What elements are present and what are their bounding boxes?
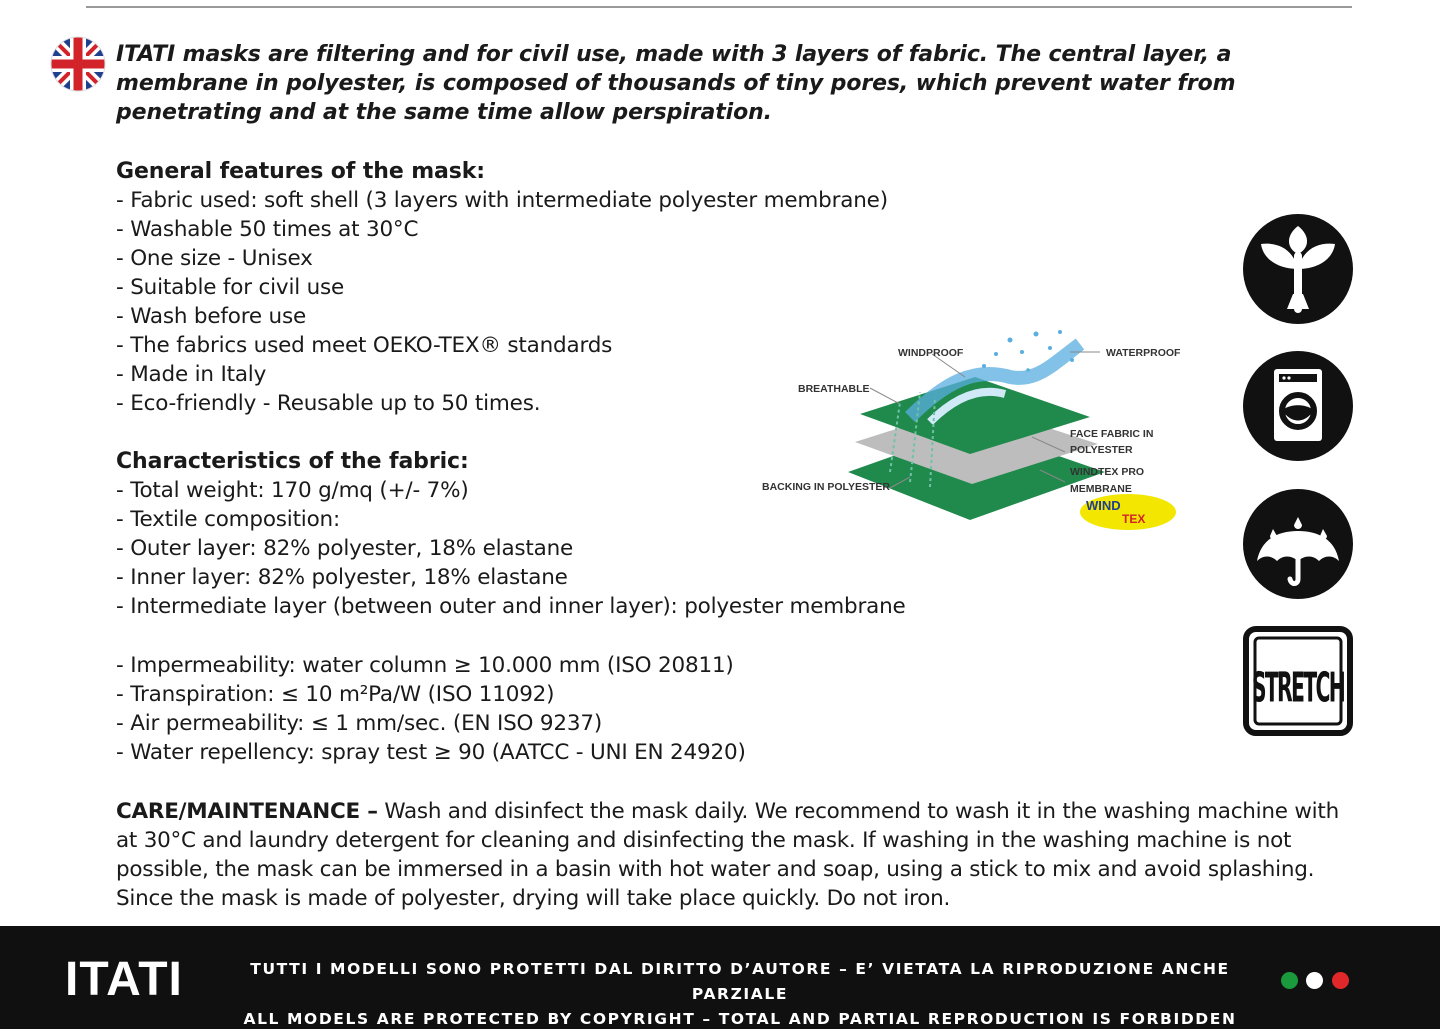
stretch-icon <box>1243 626 1353 736</box>
backing-label: BACKING IN POLYESTER <box>762 481 890 493</box>
windtex-logo-bottom: TEX <box>1122 512 1146 526</box>
breathable-label: BREATHABLE <box>798 383 870 395</box>
fabric-item: - Textile composition: <box>116 507 341 532</box>
care-paragraph <box>116 797 1356 913</box>
fabric-item: - Total weight: 170 g/mq (+/- 7%) <box>116 478 469 503</box>
care-label: CARE/MAINTENANCE – <box>116 799 378 824</box>
feature-item: - Washable 50 times at 30°C <box>116 217 419 242</box>
italy-white-dot <box>1306 972 1323 989</box>
feature-item: - Made in Italy <box>116 362 267 387</box>
eco-plant-icon <box>1243 214 1353 324</box>
feature-item: - The fabrics used meet OEKO-TEX® standards <box>116 333 613 358</box>
windproof-label: WINDPROOF <box>898 347 964 359</box>
general-features-heading: General features of the mask: <box>116 159 485 184</box>
italy-green-dot <box>1281 972 1298 989</box>
feature-item: - Suitable for civil use <box>116 275 345 300</box>
care-text: Wash and disinfect the mask daily. We recommend to wash it in the washing machine with at 30°C and laundry detergent for cleaning and disinfecting the mask. If washing in the washing machine is not possible, the mask can be immersed in a basin with hot water and soap, using a stick to mix and avoid splashing. Since the mask is made of polyester, drying will take place quickly. Do not iron. <box>116 799 1339 911</box>
spec-item: - Water repellency: spray test ≥ 90 (AATCC - UNI EN 24920) <box>116 740 746 765</box>
uk-flag-icon <box>50 36 106 92</box>
feature-item: - Eco-friendly - Reusable up to 50 times. <box>116 391 541 416</box>
itati-logo: ITATI <box>65 953 183 1006</box>
technical-specs-section <box>116 651 746 767</box>
umbrella-rain-icon <box>1243 489 1353 599</box>
waterproof-label: WATERPROOF <box>1106 347 1181 359</box>
top-divider <box>86 6 1352 8</box>
membrane-label: WINDTEX PRO <box>1070 466 1145 478</box>
fabric-item: - Inner layer: 82% polyester, 18% elastane <box>116 565 568 590</box>
windtex-logo-top: WIND <box>1086 498 1121 513</box>
intro-paragraph: ITATI masks are filtering and for civil use, made with 3 layers of fabric. The central layer, a membrane in polyester, is composed of thousands of tiny pores, which prevent water from penetrating and at the same time allow perspiration. <box>116 42 1236 125</box>
face-fabric-label-2: POLYESTER <box>1070 444 1133 456</box>
fabric-heading: Characteristics of the fabric: <box>116 449 469 474</box>
feature-item: - One size - Unisex <box>116 246 313 271</box>
membrane-label-2: MEMBRANE <box>1070 483 1132 495</box>
fabric-item: - Intermediate layer (between outer and inner layer): polyester membrane <box>116 594 906 619</box>
italy-red-dot <box>1332 972 1349 989</box>
washing-machine-icon <box>1243 351 1353 461</box>
stretch-label: STRETCH <box>1251 663 1345 712</box>
feature-item: - Fabric used: soft shell (3 layers with intermediate polyester membrane) <box>116 188 888 213</box>
spec-item: - Air permeability: ≤ 1 mm/sec. (EN ISO 9237) <box>116 711 603 736</box>
fabric-item: - Outer layer: 82% polyester, 18% elastane <box>116 536 574 561</box>
spec-item: - Impermeability: water column ≥ 10.000 mm (ISO 20811) <box>116 653 734 678</box>
feature-item: - Wash before use <box>116 304 306 329</box>
face-fabric-label: FACE FABRIC IN <box>1070 428 1154 440</box>
copyright-notice <box>222 957 1258 1032</box>
fabric-layers-diagram <box>760 322 1210 542</box>
copyright-line-en: ALL MODELS ARE PROTECTED BY COPYRIGHT – TOTAL AND PARTIAL REPRODUCTION IS FORBIDDEN <box>243 1010 1237 1028</box>
spec-item: - Transpiration: ≤ 10 m²Pa/W (ISO 11092) <box>116 682 555 707</box>
copyright-line-it: TUTTI I MODELLI SONO PROTETTI DAL DIRITTO D’AUTORE – E’ VIETATA LA RIPRODUZIONE ANCHE PARZIALE <box>250 960 1230 1003</box>
